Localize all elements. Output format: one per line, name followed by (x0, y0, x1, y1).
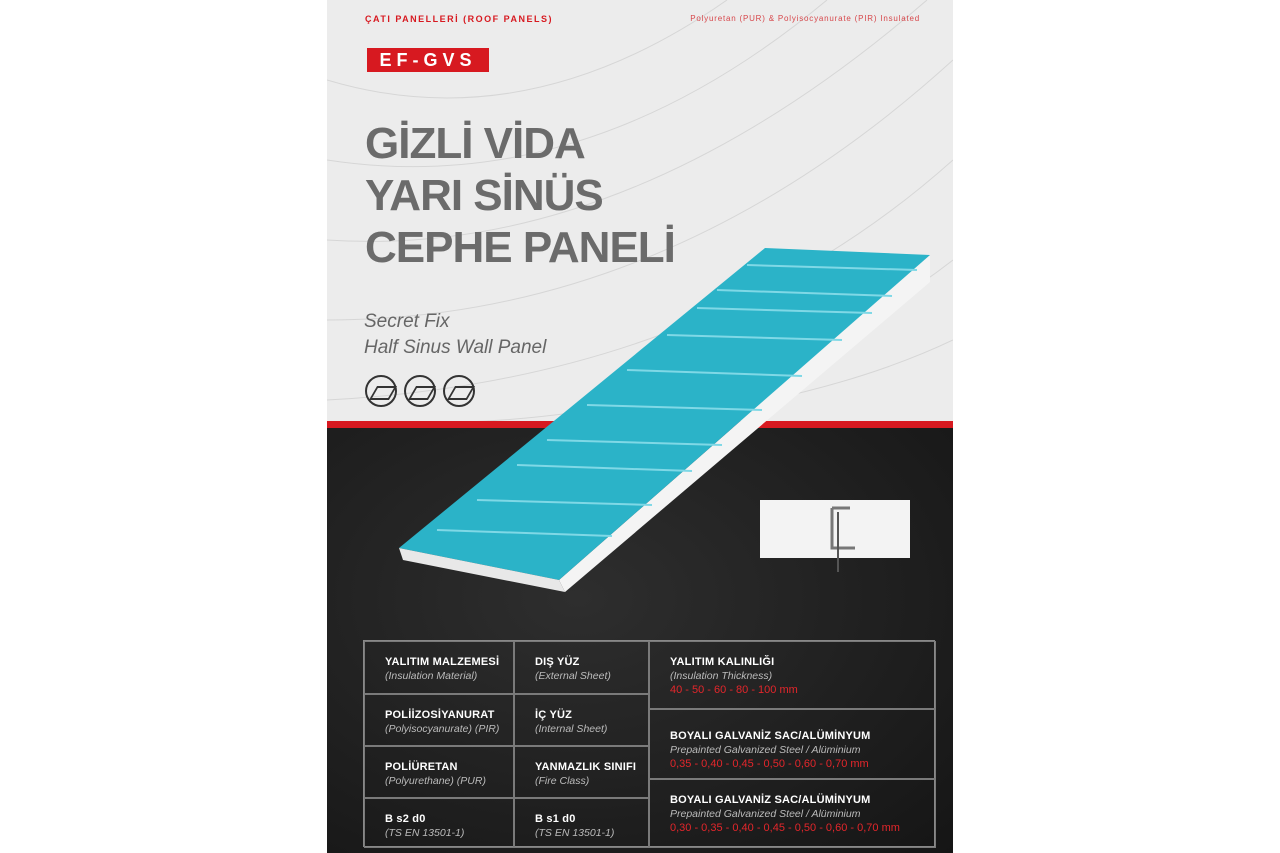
spec-cell (364, 641, 514, 694)
spec-subtitle: (Internal Sheet) (535, 723, 608, 735)
spec-title: POLİÜRETAN (385, 761, 458, 773)
spec-subtitle: (Insulation Thickness) (670, 670, 773, 682)
spec-cell (514, 694, 649, 746)
spec-subtitle: (Fire Class) (535, 775, 590, 787)
spec-cell (364, 798, 514, 848)
connection-detail-image (760, 500, 910, 558)
subtitle-line: Half Sinus Wall Panel (364, 337, 547, 358)
spec-cell (649, 709, 936, 779)
insulation-label: Polyuretan (PUR) & Polyisocyanurate (PIR) Insulated (690, 14, 920, 23)
spec-title: YANMAZLIK SINIFI (535, 761, 637, 773)
spec-cell (514, 746, 649, 798)
spec-cell (514, 798, 649, 848)
subtitle-line: Secret Fix (364, 311, 450, 332)
spec-subtitle: (TS EN 13501-1) (385, 827, 465, 839)
spec-subtitle: (External Sheet) (535, 670, 611, 682)
spec-title: BOYALI GALVANİZ SAC/ALÜMİNYUM (670, 730, 871, 742)
spec-title: İÇ YÜZ (535, 709, 573, 721)
spec-subtitle: (Polyisocyanurate) (PIR) (385, 723, 500, 735)
spec-title: B s1 d0 (535, 813, 576, 825)
spec-subtitle: (Insulation Material) (385, 670, 478, 682)
product-code-badge: EF-GVS (367, 48, 489, 72)
spec-cell (364, 694, 514, 746)
brochure-page (327, 0, 953, 853)
spec-title: POLİİZOSİYANURAT (385, 709, 495, 721)
category-label: ÇATI PANELLERİ (ROOF PANELS) (365, 14, 553, 24)
spec-cell (514, 641, 649, 694)
spec-value: 40 - 50 - 60 - 80 - 100 mm (670, 684, 798, 696)
spec-table (363, 640, 935, 847)
spec-title: B s2 d0 (385, 813, 426, 825)
title-line: YARI SİNÜS (365, 171, 603, 220)
spec-subtitle: Prepainted Galvanized Steel / Alüminium (670, 808, 861, 820)
spec-subtitle: Prepainted Galvanized Steel / Alüminium (670, 744, 861, 756)
spec-title: YALITIM KALINLIĞI (670, 656, 775, 668)
spec-cell (649, 779, 936, 848)
spec-cell (364, 746, 514, 798)
spec-subtitle: (TS EN 13501-1) (535, 827, 615, 839)
spec-title: YALITIM MALZEMESİ (385, 656, 500, 668)
spec-subtitle: (Polyurethane) (PUR) (385, 775, 486, 787)
spec-cell (649, 641, 936, 709)
title-line: GİZLİ VİDA (365, 119, 585, 168)
title-line: CEPHE PANELİ (365, 223, 675, 272)
spec-title: BOYALI GALVANİZ SAC/ALÜMİNYUM (670, 794, 871, 806)
spec-value: 0,30 - 0,35 - 0,40 - 0,45 - 0,50 - 0,60 - 0,70 mm (670, 822, 900, 834)
spec-title: DIŞ YÜZ (535, 656, 580, 668)
spec-value: 0,35 - 0,40 - 0,45 - 0,50 - 0,60 - 0,70 mm (670, 758, 869, 770)
secret-fix-bracket (760, 500, 910, 575)
